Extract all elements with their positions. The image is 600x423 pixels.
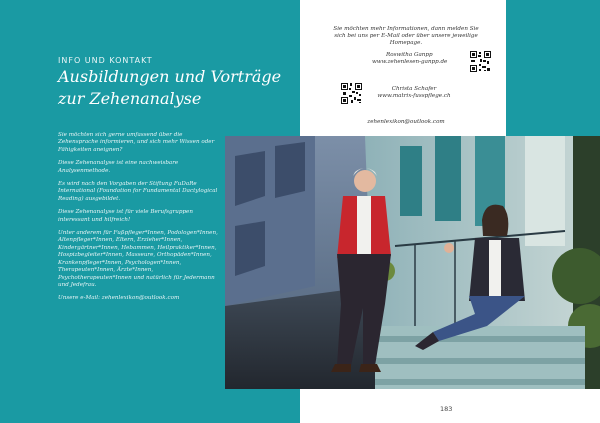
portrait-photo bbox=[225, 136, 600, 389]
paragraph-intro: Sie möchten sich gerne umfassend über die Zehensprache informieren, und sich mehr Wissen oder Fähigkeiten aneignen? bbox=[58, 132, 215, 153]
contact-person-1 bbox=[348, 52, 458, 66]
person2-name: Christa Schafer bbox=[391, 86, 437, 92]
contact-intro: Sie möchten mehr Informationen, dann melden Sie sich bei uns per E-Mail oder über unsere jeweilige Homepage. bbox=[333, 26, 479, 46]
person2-website[interactable]: www.matrix-fusspflege.ch bbox=[377, 93, 451, 99]
person1-website[interactable]: www.zehenlesen-ganpp.de bbox=[372, 59, 448, 65]
paragraph-foundation: Es wird nach den Vorgaben der Stiftung FuDaRe International (Foundation for Fundamental Dactylogical Reading) ausgebildet. bbox=[58, 181, 218, 202]
contact-email[interactable]: zehenlexikon@outlook.com bbox=[367, 119, 445, 125]
person1-name: Roswitha Ganpp bbox=[386, 52, 433, 58]
body-text bbox=[58, 132, 218, 309]
paragraph-method: Diese Zehenanalyse ist eine nachweisbare Analysenmethode. bbox=[58, 160, 179, 174]
paragraph-audience: Diese Zehenanalyse ist für viele Berufsgruppen interessant und hilfreich! bbox=[58, 209, 193, 223]
paragraph-email: Unsere e-Mail: zehenlexikon@outlook.com bbox=[58, 295, 180, 302]
contact-person-2 bbox=[364, 86, 464, 100]
qr-code-icon bbox=[341, 83, 362, 104]
page-number: 183 bbox=[440, 405, 453, 413]
section-label: INFO UND KONTAKT bbox=[58, 56, 153, 65]
title-line-2: zur Zehenanalyse bbox=[58, 89, 202, 108]
page-title bbox=[58, 66, 282, 110]
contact-info-box bbox=[308, 0, 504, 136]
teal-corner-block bbox=[506, 0, 600, 136]
paragraph-professions: Unter anderem für Fußpfleger*Innen, Podologen*Innen, Altenpfleger*Innen, Eltern, Erzieher*Innen, Kindergärtner*Innen, Hebammen, Heilpraktiker*Innen, Hospizbegleiter*Innen, Masseure, Orthopäden*Innen, Krankenpfleger*Innen, Psychologen*Innen, Therapeuten*Innen, Ärzte*Innen, Psychotherapeuten*Innen und natürlich für Jedermann und Jedefrau. bbox=[58, 230, 218, 288]
qr-code-icon bbox=[470, 51, 491, 72]
title-line-1: Ausbildungen und Vorträge bbox=[58, 67, 282, 86]
